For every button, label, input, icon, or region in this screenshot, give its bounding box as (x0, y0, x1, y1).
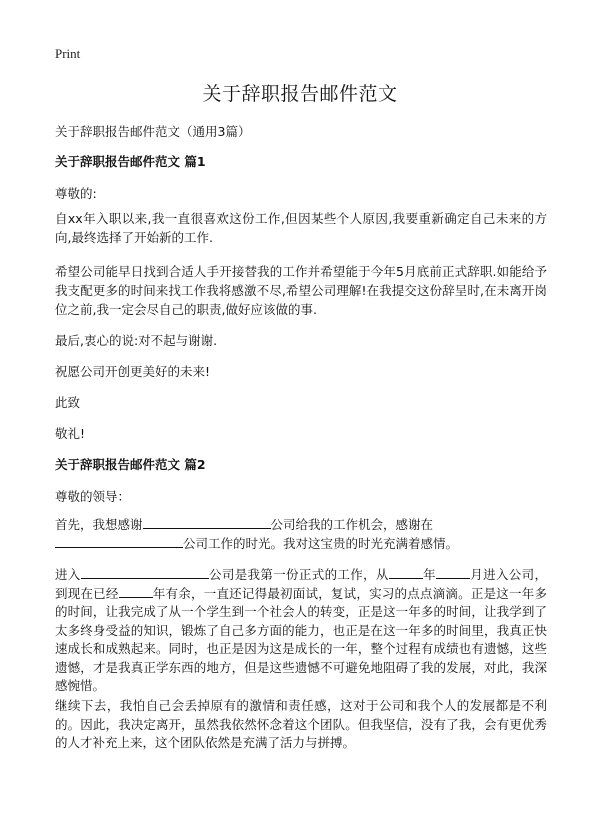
section1-closing-2: 敬礼! (55, 426, 86, 441)
section2-p2-text-a: 进入 (55, 567, 81, 582)
section2-p2-text-c: 年 (422, 567, 436, 582)
page-title: 关于辞职报告邮件范文 (202, 83, 398, 105)
section2-p2-text-e: 年有余，一直还记得最初面试，复试，实习的点点滴滴。正是这一年多的时间，让我完成了从一个学生到一个社会人的转变，正是这一年多的时间，让我学到了太多终身受益的知识，锻炼了自己多方面的能力，也正是在这一年多的时间里，我真正快速成长和成熟起来。同时，也正是因为这是成长的一年，整个过程有成绩也有遗憾，这些遗憾，才是我真正学东西的地方，但是这些遗憾不可避免地阻碍了我的发展，对此，我深感惋惜。 (55, 585, 547, 693)
section2-paragraph-3: 继续下去，我怕自己会丢掉原有的激情和责任感，这对于公司和我个人的发展都是不利的。因此，我决定离开，虽然我依然怀念着这个团队。但我坚信，没有了我，会有更优秀的人才补充上来，这个团队依然是充满了活力与拼搏。 (55, 698, 547, 750)
section2-paragraph-1 (55, 516, 547, 553)
section2-greeting: 尊敬的领导： (55, 489, 131, 504)
section1-paragraph-1: 自xx年入职以来,我一直很喜欢这份工作,但因某些个人原因,我要重新确定自己未来的方向,最终选择了开始新的工作. (55, 211, 547, 245)
section1-greeting: 尊敬的: (55, 186, 97, 201)
section2-p1-text-a: 首先，我想感谢 (55, 517, 143, 532)
print-link[interactable]: Print (55, 46, 81, 61)
blank-line (143, 516, 271, 529)
blank-line (55, 535, 183, 548)
section1-paragraph-2: 希望公司能早日找到合适人手开接替我的工作并希望能于今年5月底前正式辞职.如能给予我支配更多的时间来找工作我将感激不尽,希望公司理解!在我提交这份辞呈时,在未离开岗位之前,我一定会尽自己的职责,做好应该做的事. (55, 264, 547, 317)
blank-line (119, 585, 153, 598)
section2-heading: 关于辞职报告邮件范文 篇2 (55, 457, 206, 472)
section2-paragraph-2 (55, 566, 547, 696)
section1-closing-1: 此致 (55, 395, 81, 410)
document-subtitle: 关于辞职报告邮件范文（通用3篇） (55, 124, 251, 139)
blank-line (389, 566, 423, 579)
section2-p1-text-b: 公司给我的工作机会，感谢在 (270, 517, 434, 532)
blank-line (81, 566, 209, 579)
section1-paragraph-4: 祝愿公司开创更美好的未来! (55, 364, 211, 379)
section1-paragraph-3: 最后,衷心的说:对不起与谢谢. (55, 333, 218, 348)
section2-p1-text-c: 公司工作的时光。我对这宝贵的时光充满着感情。 (183, 535, 459, 551)
section1-heading: 关于辞职报告邮件范文 篇1 (55, 154, 206, 169)
section2-p2-text-d: 月进入公司，到现在已经 (55, 567, 547, 601)
blank-line (436, 566, 470, 579)
section2-p2-text-b: 公司是我第一份正式的工作，从 (208, 567, 389, 582)
